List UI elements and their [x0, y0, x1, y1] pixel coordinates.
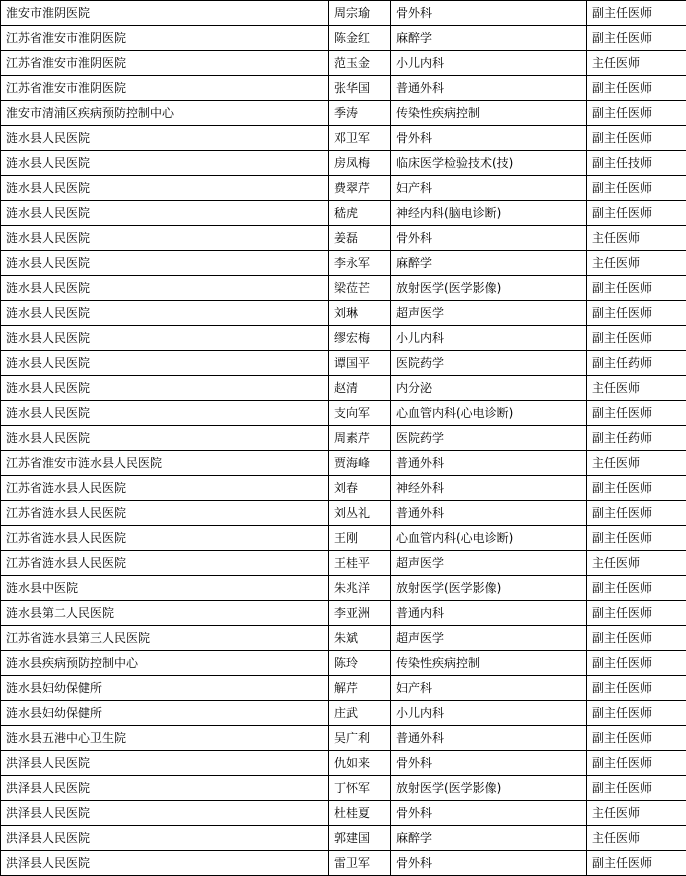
cell-title: 副主任医师	[587, 301, 686, 326]
cell-organization: 洪泽县人民医院	[1, 851, 329, 876]
cell-department: 心血管内科(心电诊断)	[391, 401, 587, 426]
cell-name: 刘春	[329, 476, 391, 501]
cell-name: 朱兆洋	[329, 576, 391, 601]
cell-organization: 涟水县人民医院	[1, 376, 329, 401]
table-row	[1, 576, 686, 601]
table-row	[1, 676, 686, 701]
table-row	[1, 1, 686, 26]
table-body	[1, 1, 686, 876]
cell-organization: 江苏省涟水县人民医院	[1, 501, 329, 526]
cell-name: 刘丛礼	[329, 501, 391, 526]
cell-organization: 涟水县中医院	[1, 576, 329, 601]
cell-title: 主任医师	[587, 251, 686, 276]
cell-name: 张华国	[329, 76, 391, 101]
cell-organization: 涟水县人民医院	[1, 176, 329, 201]
cell-name: 贾海峰	[329, 451, 391, 476]
table-row	[1, 226, 686, 251]
table-row	[1, 351, 686, 376]
cell-name: 姜磊	[329, 226, 391, 251]
cell-title: 副主任医师	[587, 851, 686, 876]
cell-organization: 淮安市淮阴医院	[1, 1, 329, 26]
table-row	[1, 551, 686, 576]
table-row	[1, 401, 686, 426]
cell-title: 主任医师	[587, 376, 686, 401]
cell-organization: 江苏省淮安市淮阴医院	[1, 26, 329, 51]
cell-name: 陈金红	[329, 26, 391, 51]
cell-department: 超声医学	[391, 301, 587, 326]
table-row	[1, 651, 686, 676]
cell-title: 副主任医师	[587, 776, 686, 801]
cell-title: 副主任药师	[587, 426, 686, 451]
cell-name: 支向军	[329, 401, 391, 426]
cell-organization: 江苏省淮安市淮阴医院	[1, 76, 329, 101]
cell-department: 传染性疾病控制	[391, 651, 587, 676]
cell-title: 副主任医师	[587, 676, 686, 701]
table-row	[1, 101, 686, 126]
cell-organization: 洪泽县人民医院	[1, 801, 329, 826]
cell-title: 主任医师	[587, 551, 686, 576]
cell-title: 副主任药师	[587, 351, 686, 376]
cell-name: 赵清	[329, 376, 391, 401]
table-row	[1, 26, 686, 51]
cell-name: 房凤梅	[329, 151, 391, 176]
table-row	[1, 126, 686, 151]
cell-title: 副主任医师	[587, 751, 686, 776]
cell-name: 吴广利	[329, 726, 391, 751]
cell-organization: 江苏省淮安市淮阴医院	[1, 51, 329, 76]
cell-organization: 涟水县人民医院	[1, 126, 329, 151]
cell-title: 副主任医师	[587, 76, 686, 101]
cell-organization: 江苏省涟水县人民医院	[1, 551, 329, 576]
table-row	[1, 376, 686, 401]
cell-organization: 涟水县五港中心卫生院	[1, 726, 329, 751]
cell-name: 杜桂夏	[329, 801, 391, 826]
cell-name: 仇如来	[329, 751, 391, 776]
cell-title: 副主任医师	[587, 576, 686, 601]
cell-organization: 江苏省涟水县第三人民医院	[1, 626, 329, 651]
cell-department: 骨外科	[391, 751, 587, 776]
cell-title: 副主任医师	[587, 401, 686, 426]
cell-name: 李永军	[329, 251, 391, 276]
cell-department: 妇产科	[391, 176, 587, 201]
cell-department: 普通外科	[391, 501, 587, 526]
table-row	[1, 801, 686, 826]
cell-organization: 涟水县疾病预防控制中心	[1, 651, 329, 676]
table-row	[1, 76, 686, 101]
cell-organization: 涟水县人民医院	[1, 251, 329, 276]
cell-title: 副主任医师	[587, 201, 686, 226]
table-row	[1, 151, 686, 176]
cell-department: 临床医学检验技术(技)	[391, 151, 587, 176]
cell-title: 主任医师	[587, 801, 686, 826]
cell-department: 小儿内科	[391, 51, 587, 76]
cell-title: 副主任医师	[587, 601, 686, 626]
cell-department: 麻醉学	[391, 26, 587, 51]
cell-organization: 涟水县人民医院	[1, 326, 329, 351]
cell-organization: 涟水县人民医院	[1, 226, 329, 251]
table-row	[1, 301, 686, 326]
cell-title: 副主任医师	[587, 101, 686, 126]
table-row	[1, 751, 686, 776]
table-row	[1, 51, 686, 76]
cell-department: 心血管内科(心电诊断)	[391, 526, 587, 551]
table-row	[1, 526, 686, 551]
table-row	[1, 176, 686, 201]
table-row	[1, 476, 686, 501]
cell-name: 梁莅芒	[329, 276, 391, 301]
cell-title: 副主任医师	[587, 276, 686, 301]
cell-organization: 涟水县人民医院	[1, 201, 329, 226]
cell-name: 周宗瑜	[329, 1, 391, 26]
table-row	[1, 501, 686, 526]
cell-name: 李亚洲	[329, 601, 391, 626]
cell-department: 普通内科	[391, 601, 587, 626]
cell-organization: 涟水县人民医院	[1, 351, 329, 376]
cell-name: 季涛	[329, 101, 391, 126]
cell-title: 副主任医师	[587, 726, 686, 751]
table-row	[1, 426, 686, 451]
table-row	[1, 626, 686, 651]
cell-name: 王桂平	[329, 551, 391, 576]
cell-name: 朱斌	[329, 626, 391, 651]
cell-department: 小儿内科	[391, 701, 587, 726]
cell-title: 副主任医师	[587, 176, 686, 201]
cell-title: 主任医师	[587, 226, 686, 251]
cell-title: 副主任医师	[587, 501, 686, 526]
cell-department: 超声医学	[391, 551, 587, 576]
cell-name: 费翠芹	[329, 176, 391, 201]
cell-organization: 洪泽县人民医院	[1, 776, 329, 801]
cell-organization: 涟水县人民医院	[1, 426, 329, 451]
cell-name: 嵇虎	[329, 201, 391, 226]
cell-department: 神经内科(脑电诊断)	[391, 201, 587, 226]
cell-organization: 江苏省涟水县人民医院	[1, 526, 329, 551]
table-row	[1, 276, 686, 301]
cell-title: 副主任医师	[587, 701, 686, 726]
cell-title: 副主任医师	[587, 476, 686, 501]
table-row	[1, 726, 686, 751]
cell-title: 副主任医师	[587, 651, 686, 676]
cell-title: 主任医师	[587, 51, 686, 76]
cell-title: 副主任医师	[587, 326, 686, 351]
cell-name: 雷卫军	[329, 851, 391, 876]
cell-title: 副主任医师	[587, 526, 686, 551]
cell-department: 传染性疾病控制	[391, 101, 587, 126]
cell-department: 放射医学(医学影像)	[391, 776, 587, 801]
table-row	[1, 601, 686, 626]
cell-name: 王刚	[329, 526, 391, 551]
cell-title: 副主任医师	[587, 26, 686, 51]
table-row	[1, 451, 686, 476]
table-row	[1, 701, 686, 726]
cell-department: 放射医学(医学影像)	[391, 576, 587, 601]
cell-department: 普通外科	[391, 726, 587, 751]
table-row	[1, 201, 686, 226]
cell-department: 骨外科	[391, 851, 587, 876]
cell-department: 骨外科	[391, 801, 587, 826]
cell-department: 内分泌	[391, 376, 587, 401]
cell-title: 副主任医师	[587, 1, 686, 26]
cell-title: 副主任医师	[587, 126, 686, 151]
cell-name: 邓卫军	[329, 126, 391, 151]
cell-name: 刘琳	[329, 301, 391, 326]
cell-department: 普通外科	[391, 451, 587, 476]
cell-name: 缪宏梅	[329, 326, 391, 351]
cell-department: 神经外科	[391, 476, 587, 501]
cell-title: 主任医师	[587, 826, 686, 851]
cell-name: 庄武	[329, 701, 391, 726]
cell-name: 周素芹	[329, 426, 391, 451]
cell-department: 医院药学	[391, 426, 587, 451]
table-row	[1, 826, 686, 851]
cell-organization: 涟水县第二人民医院	[1, 601, 329, 626]
cell-organization: 江苏省涟水县人民医院	[1, 476, 329, 501]
cell-organization: 淮安市清浦区疾病预防控制中心	[1, 101, 329, 126]
cell-name: 范玉金	[329, 51, 391, 76]
cell-title: 副主任医师	[587, 626, 686, 651]
cell-department: 放射医学(医学影像)	[391, 276, 587, 301]
cell-organization: 涟水县妇幼保健所	[1, 701, 329, 726]
cell-title: 副主任技师	[587, 151, 686, 176]
cell-title: 主任医师	[587, 451, 686, 476]
cell-department: 麻醉学	[391, 826, 587, 851]
cell-department: 医院药学	[391, 351, 587, 376]
cell-department: 骨外科	[391, 1, 587, 26]
cell-organization: 涟水县人民医院	[1, 301, 329, 326]
cell-organization: 洪泽县人民医院	[1, 826, 329, 851]
cell-name: 解芹	[329, 676, 391, 701]
cell-organization: 江苏省淮安市涟水县人民医院	[1, 451, 329, 476]
cell-department: 普通外科	[391, 76, 587, 101]
cell-name: 陈玲	[329, 651, 391, 676]
cell-organization: 涟水县人民医院	[1, 151, 329, 176]
table-row	[1, 851, 686, 876]
cell-department: 小儿内科	[391, 326, 587, 351]
table-row	[1, 251, 686, 276]
cell-organization: 涟水县人民医院	[1, 276, 329, 301]
cell-organization: 洪泽县人民医院	[1, 751, 329, 776]
cell-department: 骨外科	[391, 126, 587, 151]
cell-name: 谭国平	[329, 351, 391, 376]
cell-department: 麻醉学	[391, 251, 587, 276]
cell-organization: 涟水县人民医院	[1, 401, 329, 426]
cell-name: 丁怀军	[329, 776, 391, 801]
cell-department: 妇产科	[391, 676, 587, 701]
cell-department: 超声医学	[391, 626, 587, 651]
cell-department: 骨外科	[391, 226, 587, 251]
cell-organization: 涟水县妇幼保健所	[1, 676, 329, 701]
cell-name: 郭建国	[329, 826, 391, 851]
table-row	[1, 326, 686, 351]
table-row	[1, 776, 686, 801]
